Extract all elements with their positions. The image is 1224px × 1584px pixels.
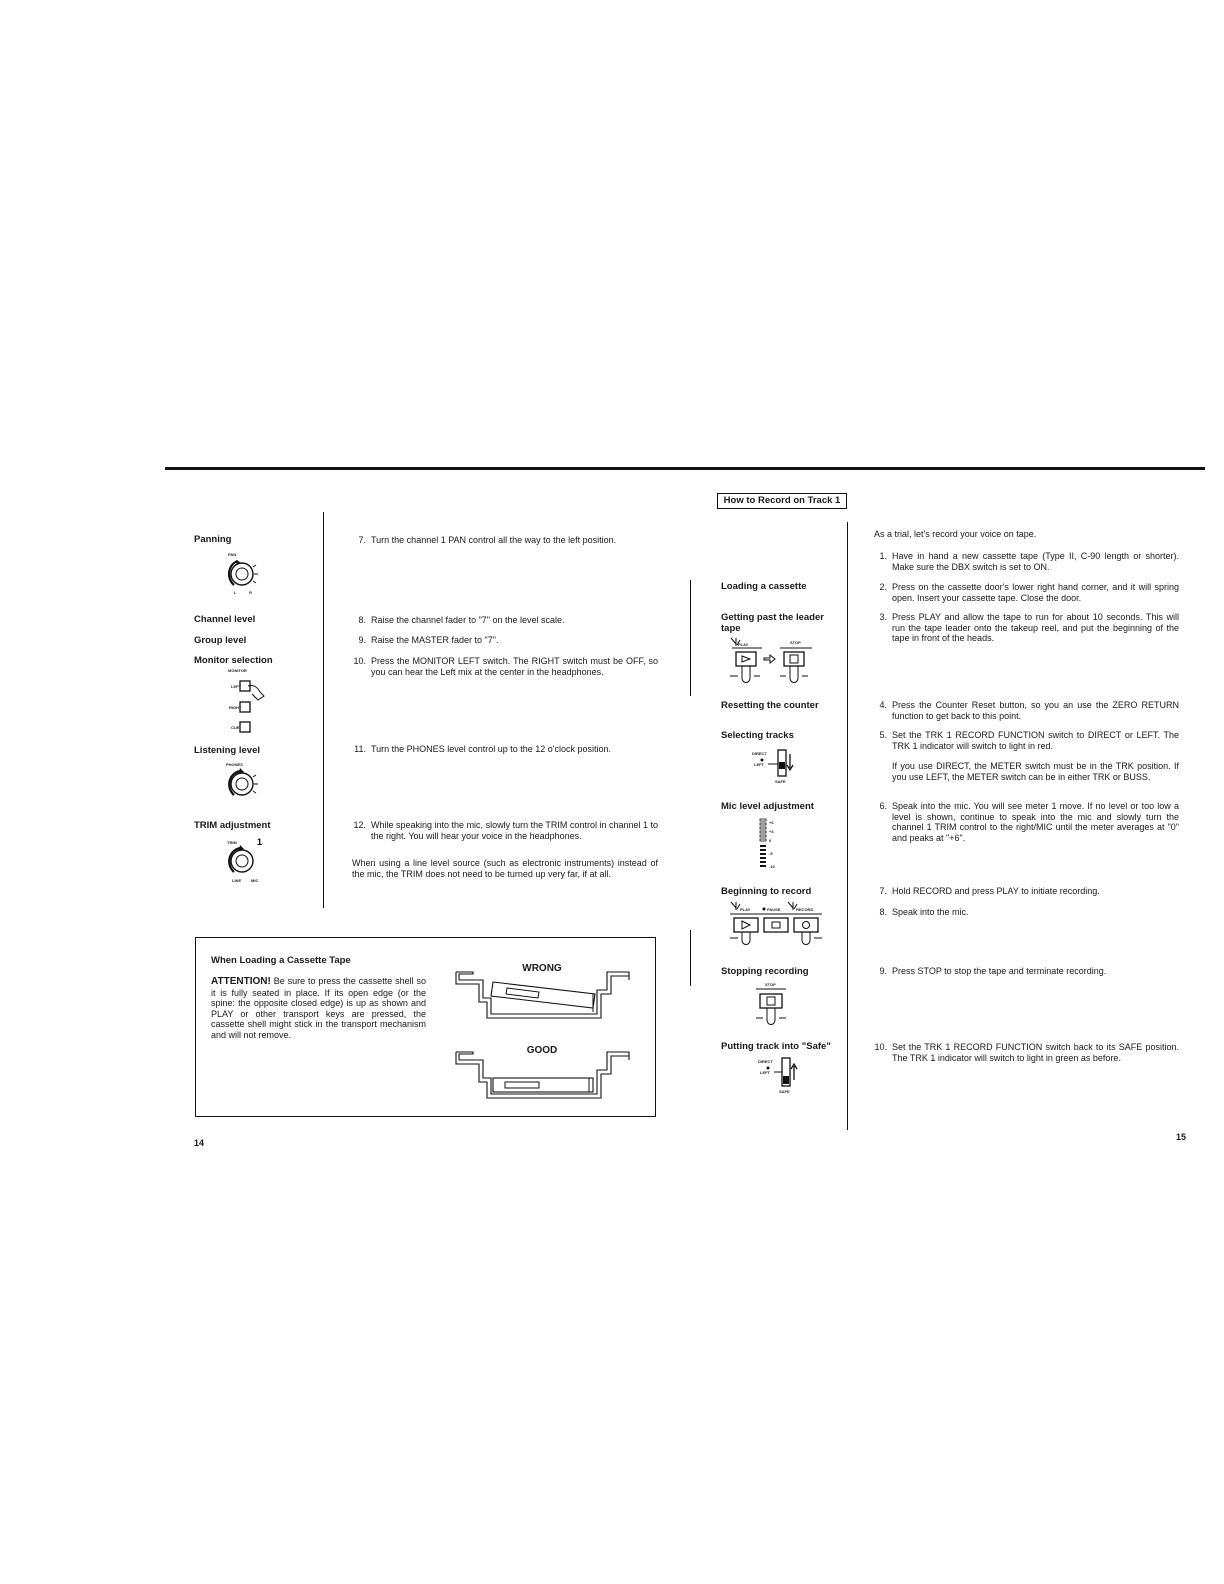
right-intro: As a trial, let's record your voice on tape. [874, 529, 1037, 539]
left-step-9: 9. Raise the MASTER fader to "7". [358, 635, 499, 645]
right-step-7: 7. Hold RECORD and press PLAY to initiate recording. [879, 886, 1100, 896]
monitor-switches-icon [228, 668, 278, 732]
cassette-good-illustration [455, 1048, 631, 1102]
heading-listening-level: Listening level [194, 745, 260, 756]
trim-line-label: LINE [232, 878, 242, 883]
right-step-8: 8. Speak into the mic. [879, 907, 969, 917]
begin-pause-label: PAUSE [767, 907, 781, 912]
left-step-12: 12. While speaking into the mic, slowly turn the TRIM control in channel 1 to the right. You will hear your voice in the headphones. [353, 820, 658, 841]
meter-minus5: -5 [769, 851, 773, 856]
wrong-label: WRONG [522, 963, 562, 974]
heading-panning: Panning [194, 534, 232, 545]
heading-leader-tape: Getting past the leader tape [721, 612, 824, 634]
heading-safe: Putting track into "Safe" [721, 1041, 831, 1052]
play-pause-record-icon [728, 900, 828, 948]
switch-safe-label: SAFE [775, 779, 786, 784]
trim-mic-label: MIC [251, 878, 259, 883]
right-step-5-note: If you use DIRECT, the METER switch must be in the TRK position. If you use LEFT, the METER switch can be in either TRK or BUSS. [892, 761, 1179, 782]
pan-r-label: R [249, 590, 252, 595]
meter-zero: 0 [769, 838, 772, 843]
heading-selecting-tracks: Selecting tracks [721, 730, 794, 741]
heading-trim: TRIM adjustment [194, 820, 271, 831]
page-number-left: 14 [194, 1138, 205, 1148]
right-step-9: 9. Press STOP to stop the tape and terminate recording. [879, 966, 1107, 976]
stop-button-icon [752, 980, 792, 1030]
level-meter-icon [758, 818, 788, 876]
safe-left-label: LEFT [760, 1070, 770, 1075]
monitor-left-label: LEFT [231, 684, 241, 689]
begin-play-label: PLAY [740, 907, 751, 912]
right-step-6: 6. Speak into the mic. You will see meter 1 move. If no level or too low a level is shown, continue to speak into the mic and slowly turn the channel 1 TRIM control to the right/MIC until the meter averages at "0" and peaks at "+6". [879, 801, 1179, 843]
section-title-box [717, 493, 847, 509]
heading-loading-cassette: Loading a cassette [721, 581, 807, 592]
switch-direct-label: DIRECT [752, 751, 767, 756]
left-step-10: 10. Press the MONITOR LEFT switch. The RIGHT switch must be OFF, so you can hear the Left mix at the center in the headphones. [353, 656, 658, 677]
cassette-box-title: When Loading a Cassette Tape [211, 955, 351, 966]
left-step-7: 7. Turn the channel 1 PAN control all the way to the left position. [358, 535, 617, 545]
right-step-2: 2. Press on the cassette door's lower right hand corner, and it will spring open. Insert your cassette tape. Close the door. [879, 582, 1179, 603]
play-label: PLAY [738, 642, 749, 647]
begin-record-label: RECORD [796, 907, 814, 912]
heading-stopping-recording: Stopping recording [721, 966, 809, 977]
phones-knob-icon [218, 762, 268, 804]
right-step-1: 1. Have in hand a new cassette tape (Type II, C-90 length or shorter). Make sure the DBX switch is set to ON. [879, 551, 1179, 572]
right-step-10: 10. Set the TRK 1 RECORD FUNCTION switch back to its SAFE position. The TRK 1 indicator will switch to light in green as before. [874, 1042, 1179, 1063]
heading-resetting-counter: Resetting the counter [721, 700, 819, 711]
pan-knob-icon [218, 552, 268, 594]
attention-label: ATTENTION! [211, 976, 271, 987]
safe-safe-label: SAFE [779, 1089, 790, 1094]
right-divider-left-lower [690, 930, 691, 986]
heading-mic-level: Mic level adjustment [721, 801, 814, 812]
safe-switch-icon [758, 1056, 808, 1094]
stopping-stop-label: STOP [765, 982, 776, 987]
switch-left-label: LEFT [754, 762, 764, 767]
section-title: How to Record on Track 1 [723, 495, 841, 506]
monitor-right-label: RIGHT [229, 705, 242, 710]
right-step-3: 3. Press PLAY and allow the tape to run for about 10 seconds. This will run the tape leader onto the takeup reel, and put the beginning of the tape in front of the heads. [879, 612, 1179, 643]
monitor-label: MONITOR [228, 668, 247, 673]
record-function-switch-icon [752, 748, 802, 784]
heading-beginning-record: Beginning to record [721, 886, 812, 897]
pan-label: PAN [228, 552, 237, 557]
meter-plus3: +3 [769, 829, 774, 834]
play-stop-icon [728, 636, 816, 692]
cassette-box-text: ATTENTION! Be sure to press the cassette shell so it is fully seated in place. If its open edge (or the spine: the opposite closed edge) is up as shown and PLAY or other transport keys are pressed, the cassette shell might stick in the transport mechanism and will not remove. [211, 976, 426, 1040]
phones-label: PHONES [226, 762, 243, 767]
top-rule [165, 467, 1205, 470]
meter-minus10: -10 [769, 864, 775, 869]
page-number-right: 15 [1176, 1132, 1187, 1142]
good-label: GOOD [526, 1045, 558, 1056]
right-step-4: 4. Press the Counter Reset button, so you an use the ZERO RETURN function to get back to this point. [879, 700, 1179, 721]
trim-number: 1 [257, 837, 263, 847]
right-divider-left [690, 580, 691, 696]
meter-plus6: +6 [769, 820, 774, 825]
left-note: When using a line level source (such as electronic instruments) instead of the mic, the TRIM does not need to be turned up very far, if at all. [352, 858, 658, 879]
right-step-5: 5. Set the TRK 1 RECORD FUNCTION switch to DIRECT or LEFT. The TRK 1 indicator will switch to light in red. [879, 730, 1179, 751]
safe-direct-label: DIRECT [758, 1059, 773, 1064]
right-divider-right [847, 522, 848, 1130]
left-column-divider [323, 512, 324, 908]
cassette-wrong-illustration [455, 968, 631, 1022]
heading-group-level: Group level [194, 635, 247, 646]
heading-channel-level: Channel level [194, 614, 256, 625]
pan-l-label: L [234, 590, 237, 595]
heading-monitor-selection: Monitor selection [194, 655, 273, 666]
monitor-cue-label: CUE [231, 725, 240, 730]
stop-label: STOP [790, 640, 801, 645]
left-step-11: 11. Turn the PHONES level control up to the 12 o'clock position. [354, 744, 612, 754]
trim-label: TRIM [227, 840, 237, 845]
left-step-8: 8. Raise the channel fader to "7" on the level scale. [358, 615, 565, 625]
trim-knob-icon [218, 836, 268, 882]
